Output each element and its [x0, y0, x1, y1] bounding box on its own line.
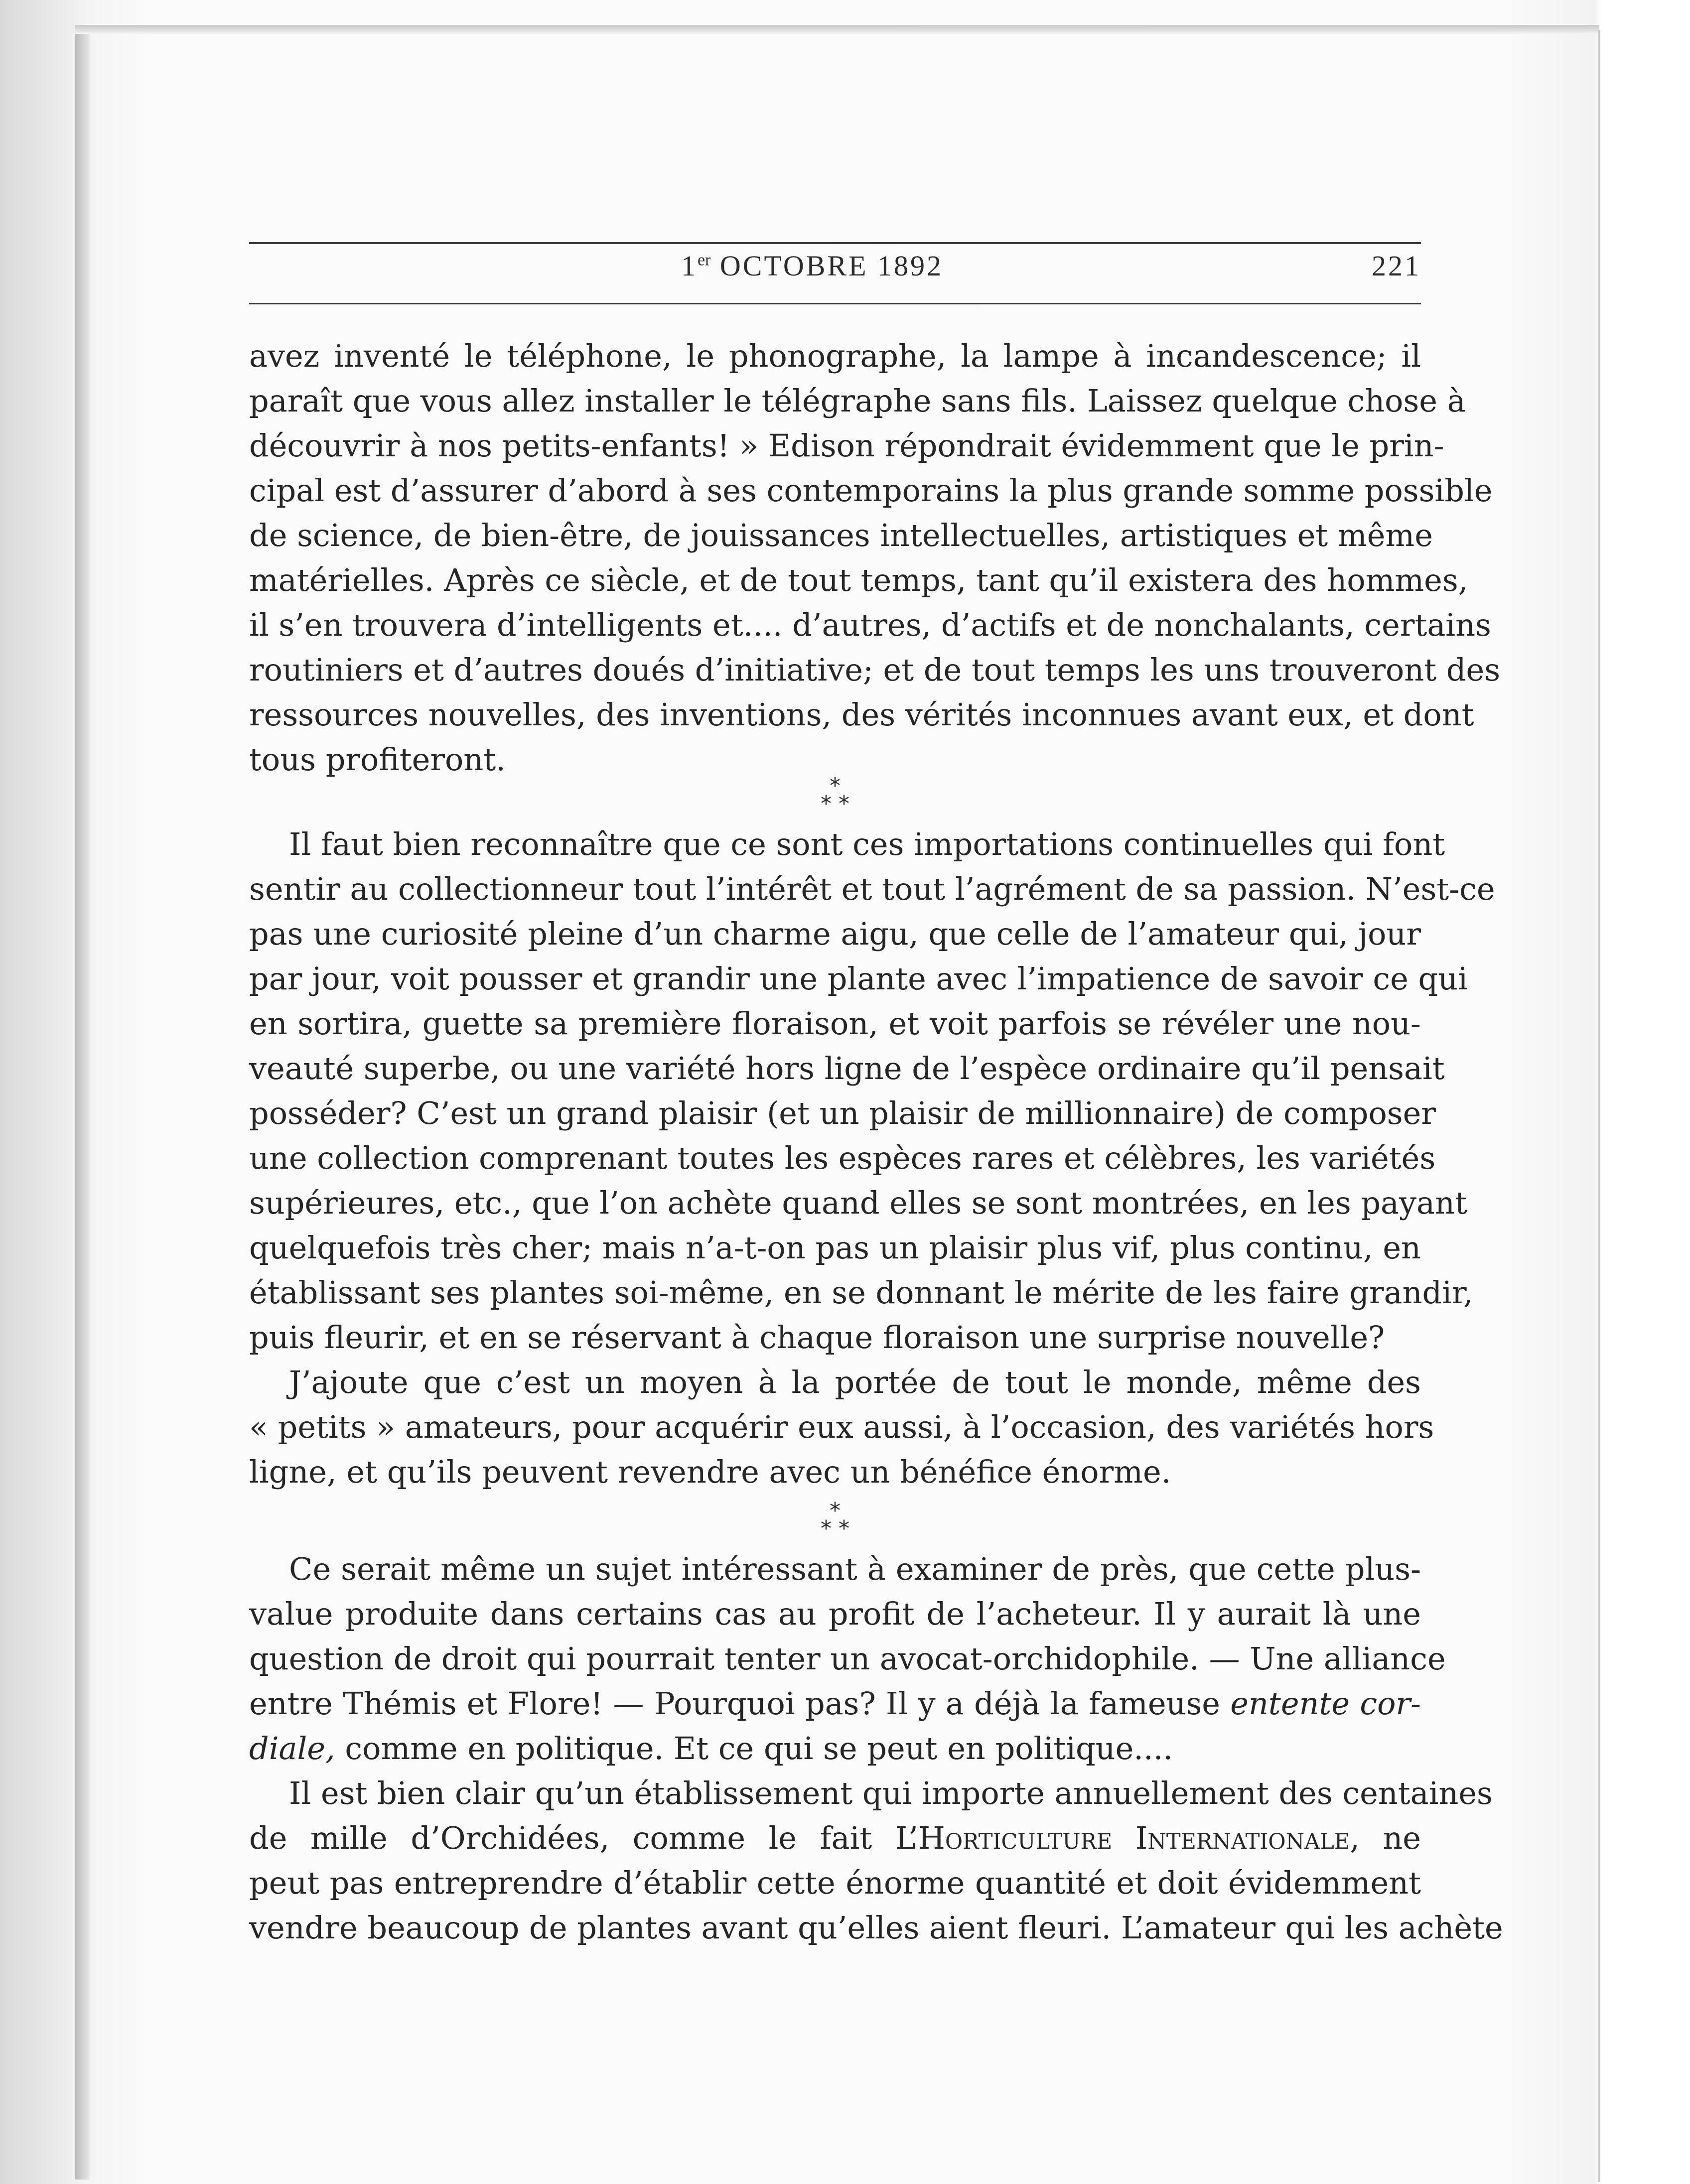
paragraph-4 — [249, 1547, 1446, 1771]
text-line: de mille d’Orchidées, comme le fait L’Horticulture Internationale, ne — [249, 1820, 1421, 1856]
paragraph-1 — [249, 334, 1501, 782]
text-line: Il est bien clair qu’un établissement qui importe annuellement des centaines — [289, 1775, 1493, 1811]
text-line: vendre beaucoup de plantes avant qu’elles aient fleuri. L’amateur qui les achète — [249, 1910, 1503, 1946]
text-line: établissant ses plantes soi-même, en se donnant le mérite de les faire grandir, — [249, 1274, 1473, 1311]
text-line: diale, comme en politique. Et ce qui se peut en politique.... — [249, 1730, 1173, 1767]
page-top-edge — [75, 25, 1599, 34]
text-line: ligne, et qu’ils peuvent revendre avec un bénéfice énorme. — [249, 1454, 1171, 1490]
text-line: quelquefois très cher; mais n’a-t-on pas un plaisir plus vif, plus continu, en — [249, 1229, 1421, 1266]
text-line: pas une curiosité pleine d’un charme aigu, que celle de l’amateur qui, jour — [249, 916, 1421, 952]
text-line: il s’en trouvera d’intelligents et.... d’autres, d’actifs et de nonchalants, certains — [249, 607, 1491, 643]
text-line: avez inventé le téléphone, le phonographe, la lampe à incandescence; il — [249, 338, 1421, 374]
text-line: de science, de bien-être, de jouissances intellectuelles, artistiques et même — [249, 517, 1433, 553]
page-right-edge — [1598, 30, 1600, 2182]
header-rule-top — [249, 242, 1421, 244]
text-line: tous profiteront. — [249, 741, 506, 778]
section-asterism-2: * * * — [821, 1498, 849, 1541]
text-line: question de droit qui pourrait tenter un avocat-orchidophile. — Une alliance — [249, 1640, 1446, 1677]
paragraph-2 — [249, 822, 1495, 1360]
paragraph-3 — [249, 1360, 1434, 1495]
text-line: Ce serait même un sujet intéressant à examiner de près, que cette plus- — [289, 1551, 1421, 1587]
page-number: 221 — [1372, 250, 1421, 282]
paragraph-5 — [249, 1771, 1503, 1950]
text-line: value produite dans certains cas au profit de l’acheteur. Il y aurait là une — [249, 1596, 1421, 1632]
text-line: par jour, voit pousser et grandir une plante avec l’impatience de savoir ce qui — [249, 960, 1468, 997]
text-line: sentir au collectionneur tout l’intérêt et tout l’agrément de sa passion. N’est-ce — [249, 871, 1495, 907]
header-rule-bottom — [249, 303, 1421, 304]
text-line: entre Thémis et Flore! — Pourquoi pas? Il y a déjà la fameuse entente cor- — [249, 1685, 1421, 1722]
binding-shadow — [75, 27, 90, 2180]
text-line: puis fleurir, et en se réservant à chaque floraison une surprise nouvelle? — [249, 1319, 1385, 1356]
text-line: supérieures, etc., que l’on achète quand elles se sont montrées, en les payant — [249, 1185, 1467, 1221]
text-line: J’ajoute que c’est un moyen à la portée de tout le monde, même des — [289, 1364, 1421, 1400]
text-line: peut pas entreprendre d’établir cette énorme quantité et doit évidemment — [249, 1865, 1421, 1901]
text-line: en sortira, guette sa première floraison, et voit parfois se révéler une nou- — [249, 1005, 1421, 1042]
section-asterism: * * * — [821, 773, 849, 817]
text-line: « petits » amateurs, pour acquérir eux aussi, à l’occasion, des variétés hors — [249, 1409, 1434, 1445]
text-line: découvrir à nos petits-enfants! » Edison répondrait évidemment que le prin- — [249, 427, 1444, 464]
text-line: veauté superbe, ou une variété hors ligne de l’espèce ordinaire qu’il pensait — [249, 1050, 1445, 1087]
text-line: posséder? C’est un grand plaisir (et un plaisir de millionnaire) de composer — [249, 1095, 1436, 1131]
text-line: Il faut bien reconnaître que ce sont ces importations continuelles qui font — [289, 826, 1445, 862]
text-line: paraît que vous allez installer le télégraphe sans fils. Laissez quelque chose à — [249, 383, 1466, 419]
text-line: matérielles. Après ce siècle, et de tout temps, tant qu’il existera des hommes, — [249, 562, 1468, 598]
text-line: cipal est d’assurer d’abord à ses contemporains la plus grande somme possible — [249, 472, 1493, 509]
text-line: une collection comprenant toutes les espèces rares et célèbres, les variétés — [249, 1140, 1436, 1176]
text-line: ressources nouvelles, des inventions, des vérités inconnues avant eux, et dont — [249, 696, 1474, 733]
running-header-date: 1er OCTOBRE 1892 — [681, 250, 944, 282]
text-line: routiniers et d’autres doués d’initiative; et de tout temps les uns trouveront des — [249, 652, 1501, 688]
